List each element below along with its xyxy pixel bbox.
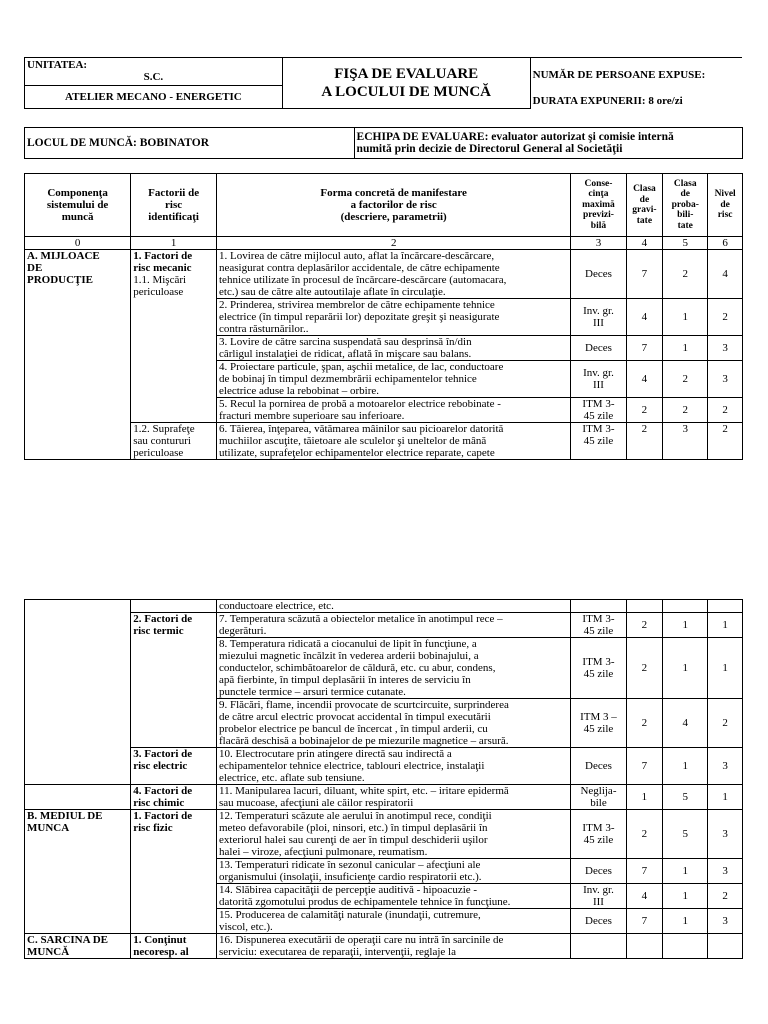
column-number-row	[25, 237, 743, 250]
col-componenta	[25, 174, 131, 237]
risk-nivel: 1	[708, 638, 743, 699]
risk-desc	[217, 336, 571, 361]
risk-gravitate: 7	[626, 748, 663, 785]
risk-consecinta	[571, 423, 626, 460]
text-line: a factorilor de risc	[350, 199, 437, 211]
text-line: ITM 3-	[582, 613, 615, 625]
text-line: 45 zile	[583, 410, 614, 422]
team-table	[24, 127, 743, 159]
risk-consecinta	[571, 699, 626, 748]
section-a-continued	[25, 785, 131, 810]
unitatea-label: UNITATEA:	[27, 58, 88, 71]
risk-gravitate: 7	[626, 250, 663, 299]
text-line: 13. Temperaturi ridicate în sezonul canicular – afecţiuni ale	[219, 859, 481, 871]
risk-gravitate: 2	[626, 398, 663, 423]
text-line: B. MEDIUL DE	[27, 810, 103, 822]
document-title	[282, 58, 530, 109]
risk-gravitate: 1	[626, 785, 663, 810]
col-number: 1	[131, 237, 217, 250]
risk-consecinta	[571, 785, 626, 810]
factor-chimic	[131, 785, 217, 810]
text-line: 1. Lovirea de către mijlocul auto, aflat la încărcare-descărcare,	[219, 250, 495, 262]
text-line: Clasa	[633, 184, 656, 194]
risk-consecinta	[571, 250, 626, 299]
text-line: 8. Temperatura ridicată a ciocanului de lipit în funcţiune, a	[219, 638, 477, 650]
risk-desc	[217, 884, 571, 909]
risk-consecinta	[571, 361, 626, 398]
risk-probabilitate: 5	[663, 785, 708, 810]
risk-consecinta	[571, 600, 626, 613]
text-line: ITM 3 –	[580, 711, 617, 723]
text-line: de către arcul electric provocat accidental în timpul executării	[219, 711, 491, 723]
text-line: Inv. gr.	[583, 367, 614, 379]
text-line: 11. Manipularea lacuri, diluant, white spirt, etc. – iritare epidermă	[219, 785, 509, 797]
text-line: probelor electrice pe bancul de încercat , în timpul arderii, cu	[219, 723, 488, 735]
risk-gravitate: 4	[626, 884, 663, 909]
text-line: utilizate, suprafeţelor echipamentelor electrice reparate, capete	[219, 447, 495, 459]
risk-gravitate: 2	[626, 699, 663, 748]
text-line: 4. Factori de	[133, 785, 193, 797]
risk-probabilitate: 1	[663, 748, 708, 785]
persoane-expuse: NUMĂR DE PERSOANE EXPUSE:	[532, 69, 706, 82]
text-line: PRODUCŢIE	[27, 274, 94, 286]
risk-gravitate: 2	[626, 423, 663, 460]
risk-gravitate	[626, 934, 663, 959]
table-row	[25, 785, 743, 810]
echipa-evaluare	[354, 128, 742, 159]
text-line: Deces	[585, 865, 612, 877]
risk-probabilitate: 1	[663, 613, 708, 638]
echipa-line-1: ECHIPA DE EVALUARE: evaluator autorizat şi comisie internă	[356, 131, 674, 143]
text-line: exteriorul halei sau curenţi de aer în timpul deschiderii uşilor	[219, 834, 488, 846]
risk-probabilitate: 4	[663, 699, 708, 748]
text-line: risc mecanic	[133, 262, 192, 274]
atelier-label: ATELIER MECANO - ENERGETIC	[25, 85, 282, 108]
title-line-1: FIŞA DE EVALUARE	[334, 66, 479, 82]
risk-consecinta	[571, 810, 626, 859]
text-line: Clasa	[673, 178, 697, 189]
text-line: electrice aduse la rebobinat – orbire.	[219, 385, 380, 397]
unit-cell	[25, 58, 283, 109]
risk-desc	[217, 638, 571, 699]
risk-desc	[217, 748, 571, 785]
risk-probabilitate	[663, 600, 708, 613]
text-line: 14. Slăbirea capacităţii de percepţie auditivă - hipoacuzie -	[219, 884, 478, 896]
text-line: periculoase	[133, 447, 184, 459]
text-line: ITM 3-	[582, 656, 615, 668]
text-line: ITM 3-	[582, 423, 615, 435]
risk-gravitate: 2	[626, 613, 663, 638]
risk-desc	[217, 934, 571, 959]
header-table	[24, 57, 742, 109]
risk-probabilitate: 1	[663, 884, 708, 909]
text-line: risc termic	[133, 625, 184, 637]
text-line: sau contururi	[133, 435, 191, 447]
text-line: ITM 3-	[582, 822, 615, 834]
text-line: punctele termice – arsuri termice cutanate.	[219, 686, 406, 698]
risk-probabilitate: 2	[663, 361, 708, 398]
text-line: electrice (în timpul reparării lor) depozitate greşit şi neasigurate	[219, 311, 500, 323]
text-line: datorită zgomotului produs de echipamentele tehnice în funcţiune.	[219, 896, 511, 908]
text-line: 1. Factori de	[133, 810, 193, 822]
text-line: 1. Conţinut	[133, 934, 187, 946]
text-line: fracturi membre superioare sau inferioare.	[219, 410, 405, 422]
text-line: de	[639, 194, 650, 205]
factor-miscari	[133, 274, 214, 298]
text-line: cârligul instalaţiei de ridicat, aflată în mişcare sau balans.	[219, 348, 472, 360]
text-line: Deces	[585, 268, 612, 280]
factor-cell-empty	[131, 600, 217, 613]
text-line: muncă	[61, 211, 94, 223]
text-line: (descriere, parametrii)	[340, 211, 447, 223]
col-probabilitate	[663, 174, 708, 237]
factor-suprafete	[131, 423, 217, 460]
risk-desc	[217, 810, 571, 859]
risk-desc	[217, 859, 571, 884]
section-c	[25, 934, 131, 959]
risk-desc	[217, 398, 571, 423]
text-line: muchiilor ascuţite, tăietoare ale sculelor şi uneltelor de mână	[219, 435, 487, 447]
text-line: 2. Factori de	[133, 613, 193, 625]
risk-gravitate: 2	[626, 638, 663, 699]
risk-desc	[217, 699, 571, 748]
risk-nivel: 3	[708, 859, 743, 884]
risk-consecinta	[571, 909, 626, 934]
table-row	[25, 613, 743, 638]
risk-gravitate: 4	[626, 299, 663, 336]
text-line: proba-	[671, 199, 699, 210]
factor-electric	[131, 748, 217, 785]
risk-gravitate: 2	[626, 810, 663, 859]
text-line: cinţa	[588, 189, 609, 200]
text-line: risc electric	[133, 760, 188, 772]
text-line: echipamentelor tehnice electrice, tablouri electrice, instalaţii	[219, 760, 485, 772]
text-line: 15. Producerea de calamităţi naturale (inundaţii, cutremure,	[219, 909, 481, 921]
text-line: A. MIJLOACE	[27, 250, 100, 262]
risk-consecinta	[571, 859, 626, 884]
text-line: de	[720, 199, 730, 210]
factor-continut	[131, 934, 217, 959]
text-line: neasigurat contra deplasărilor accidentale, de către echipamente	[219, 262, 500, 274]
risk-probabilitate: 1	[663, 909, 708, 934]
text-line: de	[680, 189, 691, 200]
text-line: risc	[165, 199, 183, 211]
text-line: bili-	[677, 210, 694, 221]
text-line: 2. Prinderea, strivirea membrelor de către echipamente tehnice	[219, 299, 495, 311]
text-line: conductoare electrice, etc.	[219, 600, 334, 612]
risk-desc	[217, 361, 571, 398]
text-line: 6. Tăierea, înţeparea, vătămarea mâinilor sau picioarelor datorită	[219, 423, 504, 435]
risk-gravitate: 7	[626, 859, 663, 884]
table-row	[25, 600, 743, 613]
text-line: sau mucoase, afecţiuni ale căilor respiratorii	[219, 797, 414, 809]
risk-nivel: 2	[708, 423, 743, 460]
risk-probabilitate: 1	[663, 336, 708, 361]
risk-desc	[217, 909, 571, 934]
col-consecinta	[571, 174, 626, 237]
text-line: bile	[590, 797, 607, 809]
col-forma	[217, 174, 571, 237]
risk-desc	[217, 600, 571, 613]
text-line: tehnice utilizate în procesul de încărcare-descărcare (automacara,	[219, 274, 507, 286]
text-line: MUNCA	[27, 822, 70, 834]
text-line: 1. Factori de	[133, 250, 193, 262]
risk-consecinta	[571, 613, 626, 638]
section-a	[25, 250, 131, 460]
risk-gravitate: 4	[626, 361, 663, 398]
text-line: 1.1. Mişcări	[133, 274, 187, 286]
text-line: sistemului de	[46, 199, 109, 211]
risk-probabilitate: 1	[663, 638, 708, 699]
text-line: degerături.	[219, 625, 267, 637]
col-number: 3	[571, 237, 626, 250]
text-line: Deces	[585, 342, 612, 354]
text-line: Componenţa	[47, 187, 108, 199]
text-line: previzi-	[582, 210, 614, 221]
risk-consecinta	[571, 748, 626, 785]
text-line: risc fizic	[133, 822, 173, 834]
col-nivel	[708, 174, 743, 237]
text-line: III	[592, 317, 604, 329]
text-line: Factorii de	[148, 187, 200, 199]
text-line: viscol, etc.).	[219, 921, 273, 933]
col-gravitate	[626, 174, 663, 237]
risk-desc	[217, 250, 571, 299]
text-line: meteo defavorabile (ploi, ninsori, etc.) în timpul deplasării în	[219, 822, 488, 834]
text-line: maximă	[582, 199, 615, 210]
text-line: ITM 3-	[582, 398, 615, 410]
risk-nivel: 2	[708, 699, 743, 748]
text-line: 45 zile	[583, 668, 614, 680]
risk-probabilitate: 5	[663, 810, 708, 859]
sc-label: S.C.	[143, 70, 164, 83]
text-line: 3. Lovire de către sarcina suspendată sau desprinsă în/din	[219, 336, 472, 348]
text-line: Forma concretă de manifestare	[320, 187, 467, 199]
factor-fizic	[131, 810, 217, 934]
col-factorii	[131, 174, 217, 237]
text-line: halei – viroze, afecţiuni pulmonare, reumatism.	[219, 846, 428, 858]
risk-nivel: 3	[708, 361, 743, 398]
risk-gravitate: 7	[626, 909, 663, 934]
text-line: MUNCĂ	[27, 946, 70, 958]
text-line: Deces	[585, 915, 612, 927]
risk-nivel: 4	[708, 250, 743, 299]
text-line: contra răsturnărilor..	[219, 323, 309, 335]
text-line: tate	[677, 220, 693, 231]
text-line: gravi-	[632, 205, 657, 215]
text-line: Inv. gr.	[583, 884, 614, 896]
risk-desc	[217, 299, 571, 336]
risk-probabilitate: 1	[663, 859, 708, 884]
risk-consecinta	[571, 934, 626, 959]
title-line-2: A LOCULUI DE MUNCĂ	[321, 84, 491, 100]
risk-gravitate	[626, 600, 663, 613]
table-row	[25, 423, 743, 460]
text-line: 16. Dispunerea executării de operaţii care nu intră în sarcinile de	[219, 934, 504, 946]
text-line: Conse-	[584, 178, 613, 189]
text-line: 12. Temperaturi scăzute ale aerului în anotimpul rece, condiţii	[219, 810, 492, 822]
table-row	[25, 934, 743, 959]
text-line: 10. Electrocutare prin atingere directă sau indirectă a	[219, 748, 452, 760]
text-line: etc.) sau de către alte autoutilaje aflate în circulaţie.	[219, 286, 446, 298]
text-line: C. SARCINA DE	[27, 934, 108, 946]
text-line: 45 zile	[583, 723, 614, 735]
text-line: 4. Proiectare particule, şpan, aşchii metalice, de lac, conductoare	[219, 361, 504, 373]
risk-desc	[217, 613, 571, 638]
risk-desc	[217, 423, 571, 460]
table-row	[25, 810, 743, 859]
risk-nivel: 2	[708, 884, 743, 909]
table-row	[25, 250, 743, 299]
risk-probabilitate: 3	[663, 423, 708, 460]
text-line: electrice, etc. aflate sub tensiune.	[219, 772, 365, 784]
text-line: risc	[717, 210, 733, 221]
risk-probabilitate: 2	[663, 398, 708, 423]
text-line: Deces	[585, 760, 612, 772]
text-line: flacără deschisă a bobinajelor de pe miezurile magnetice – arsură.	[219, 735, 509, 747]
col-number: 6	[708, 237, 743, 250]
echipa-line-2: numită prin decizie de Directorul General al Societăţii	[356, 143, 623, 155]
text-line: 1.2. Suprafeţe	[133, 423, 195, 435]
text-line: miezului magnetic încălzit în vederea arderii bobinajului, a	[219, 650, 479, 662]
risk-gravitate: 7	[626, 336, 663, 361]
text-line: DE	[27, 262, 43, 274]
risk-nivel: 1	[708, 785, 743, 810]
text-line: apă fierbinte, în timpul deplasării în interes de serviciu în	[219, 674, 471, 686]
risk-nivel	[708, 600, 743, 613]
risk-nivel: 3	[708, 810, 743, 859]
risk-consecinta	[571, 299, 626, 336]
risk-desc	[217, 785, 571, 810]
factor-mecanic-title	[133, 250, 214, 274]
risk-consecinta	[571, 884, 626, 909]
text-line: bilă	[590, 220, 607, 231]
text-line: identificaţi	[148, 211, 199, 223]
risk-consecinta	[571, 638, 626, 699]
factor-mecanic	[131, 250, 217, 423]
risk-probabilitate	[663, 934, 708, 959]
text-line: 7. Temperatura scăzută a obiectelor metalice în anotimpul rece –	[219, 613, 503, 625]
text-line: de bobinaj în timpul dezmembrării echipamentelor tehnice	[219, 373, 477, 385]
risk-nivel: 3	[708, 336, 743, 361]
risk-nivel: 2	[708, 398, 743, 423]
risk-nivel: 3	[708, 909, 743, 934]
exposure-cell	[530, 58, 742, 109]
column-header-row	[25, 174, 743, 237]
section-a-continued	[25, 600, 131, 785]
risk-nivel: 2	[708, 299, 743, 336]
risk-probabilitate: 2	[663, 250, 708, 299]
text-line: 3. Factori de	[133, 748, 193, 760]
risk-probabilitate: 1	[663, 299, 708, 336]
col-number: 5	[663, 237, 708, 250]
risk-nivel: 1	[708, 613, 743, 638]
risk-nivel	[708, 934, 743, 959]
text-line: periculoase	[133, 286, 184, 298]
text-line: risc chimic	[133, 797, 185, 809]
risk-table-page-1	[24, 173, 743, 460]
text-line: Nivel	[714, 189, 736, 200]
durata-expunerii: DURATA EXPUNERII: 8 ore/zi	[532, 95, 683, 108]
text-line: III	[592, 896, 604, 908]
text-line: necoresp. al	[133, 946, 189, 958]
text-line: Inv. gr.	[583, 305, 614, 317]
risk-nivel: 3	[708, 748, 743, 785]
text-line: 45 zile	[583, 834, 614, 846]
text-line: organismului (insolaţii, insuficienţe cardio respiratorii etc.).	[219, 871, 482, 883]
col-number: 4	[626, 237, 663, 250]
risk-table-page-2	[24, 599, 743, 959]
text-line: 45 zile	[583, 435, 614, 447]
loc-de-munca: LOCUL DE MUNCĂ: BOBINATOR	[25, 128, 355, 159]
text-line: 9. Flăcări, flame, incendii provocate de scurtcircuite, surprinderea	[219, 699, 509, 711]
section-b	[25, 810, 131, 934]
risk-consecinta	[571, 336, 626, 361]
table-row	[25, 748, 743, 785]
col-number: 2	[217, 237, 571, 250]
text-line: Neglija-	[580, 785, 617, 797]
col-number: 0	[25, 237, 131, 250]
factor-termic	[131, 613, 217, 748]
text-line: conductelor, schimbătoarelor de căldură, etc. cu abur, condens,	[219, 662, 496, 674]
text-line: 45 zile	[583, 625, 614, 637]
text-line: tate	[636, 215, 653, 226]
risk-consecinta	[571, 398, 626, 423]
text-line: III	[592, 379, 604, 391]
text-line: 5. Recul la pornirea de probă a motoarelor electrice rebobinate -	[219, 398, 501, 410]
text-line: serviciu: executarea de reparaţii, intervenţii, reglaje la	[219, 946, 456, 958]
